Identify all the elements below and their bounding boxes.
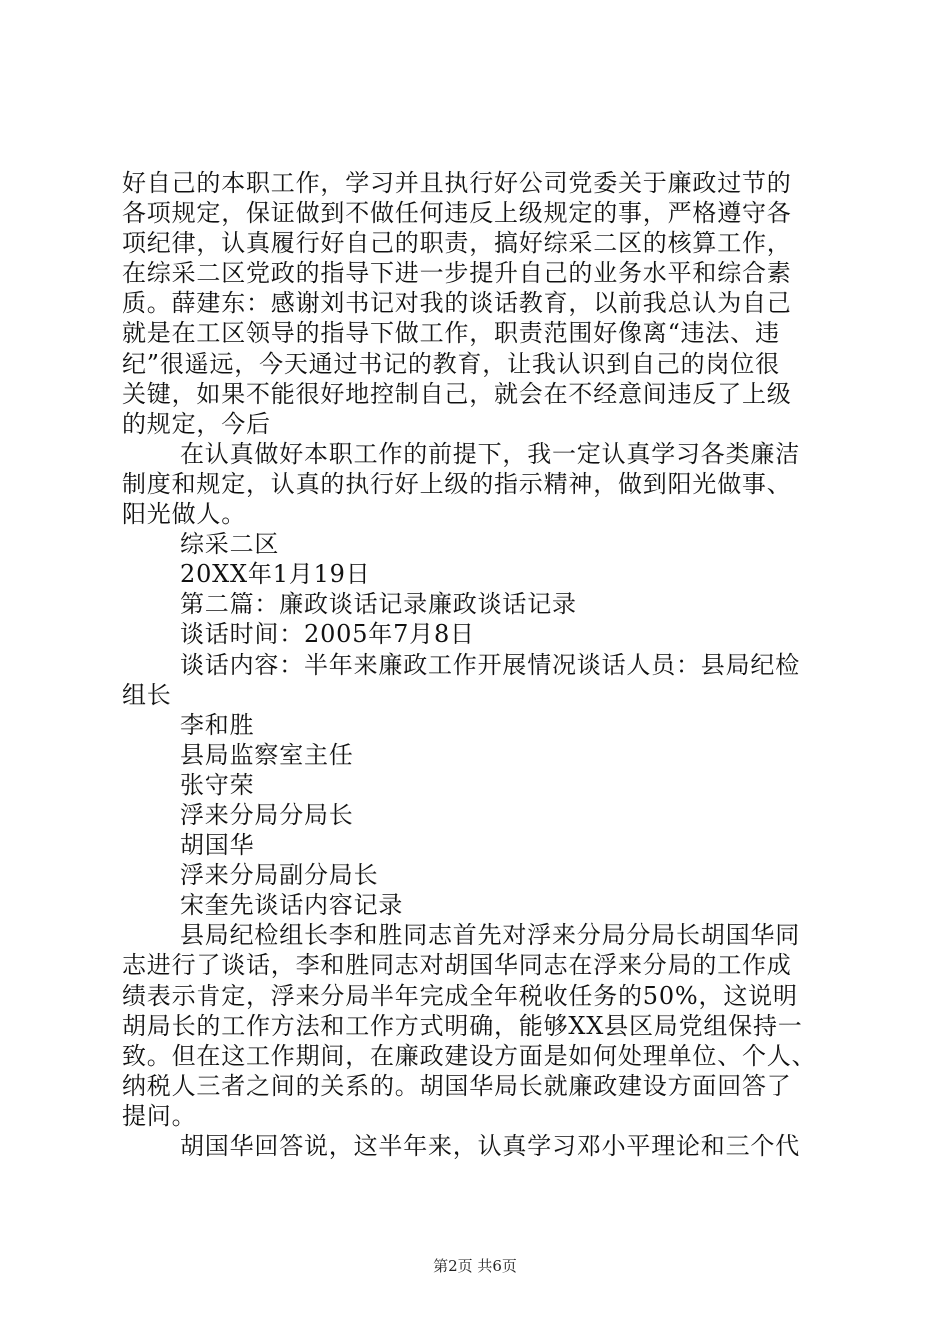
- text-line: 纳税人三者之间的关系的。胡国华局长就廉政建设方面回答了: [122, 1071, 792, 1100]
- text-line: 李和胜: [180, 710, 255, 739]
- text-line: 组长: [122, 680, 172, 709]
- text-line: 第二篇：廉政谈话记录廉政谈话记录: [180, 590, 577, 619]
- text-line: 谈话内容：半年来廉政工作开展情况谈话人员：县局纪检: [180, 650, 800, 679]
- text-line: 提问。: [122, 1101, 197, 1130]
- text-line: 绩表示肯定，浮来分局半年完成全年税收任务的50%，这说明: [122, 981, 798, 1010]
- text-line: 好自己的本职工作，学习并且执行好公司党委关于廉政过节的: [122, 169, 792, 197]
- text-line: 纪”很遥远，今天通过书记的教育，让我认识到自己的岗位很: [122, 349, 780, 378]
- text-line: 制度和规定，认真的执行好上级的指示精神，做到阳光做事、: [122, 469, 792, 498]
- text-line: 项纪律，认真履行好自己的职责，搞好综采二区的核算工作，: [122, 229, 792, 258]
- text-line: 关键，如果不能很好地控制自己，就会在不经意间违反了上级: [122, 379, 792, 408]
- text-line: 县局监察室主任: [180, 740, 354, 769]
- text-line: 宋奎先谈话内容记录: [180, 891, 404, 920]
- text-line: 志进行了谈话，李和胜同志对胡国华同志在浮来分局的工作成: [122, 951, 792, 980]
- page-footer: 第2页 共6页: [433, 1257, 517, 1275]
- document-body: [122, 168, 837, 1161]
- text-line: 综采二区: [180, 530, 280, 559]
- text-line: 浮来分局分局长: [180, 800, 354, 829]
- text-line: 就是在工区领导的指导下做工作，职责范围好像离“违法、违: [122, 319, 780, 348]
- text-line: 致。但在这工作期间，在廉政建设方面是如何处理单位、个人、: [122, 1041, 817, 1070]
- text-line: 阳光做人。: [122, 500, 246, 529]
- text-line: 县局纪检组长李和胜同志首先对浮来分局分局长胡国华同: [180, 921, 800, 950]
- text-line: 浮来分局副分局长: [180, 861, 379, 890]
- text-line: 的规定，今后: [122, 409, 271, 438]
- text-line: 20XX年1月19日: [180, 560, 371, 589]
- text-line: 胡国华: [180, 831, 255, 860]
- text-line: 各项规定，保证做到不做任何违反上级规定的事，严格遵守各: [122, 199, 792, 228]
- text-line: 胡局长的工作方法和工作方式明确，能够XX县区局党组保持一: [122, 1011, 803, 1040]
- text-line: 质。薛建东：感谢刘书记对我的谈话教育，以前我总认为自己: [122, 289, 792, 318]
- text-line: 胡国华回答说，这半年来，认真学习邓小平理论和三个代: [180, 1132, 800, 1160]
- text-line: 张守荣: [180, 770, 255, 799]
- text-line: 谈话时间：2005年7月8日: [180, 620, 475, 649]
- text-line: 在认真做好本职工作的前提下，我一定认真学习各类廉洁: [180, 439, 800, 468]
- text-line: 在综采二区党政的指导下进一步提升自己的业务水平和综合素: [122, 259, 792, 288]
